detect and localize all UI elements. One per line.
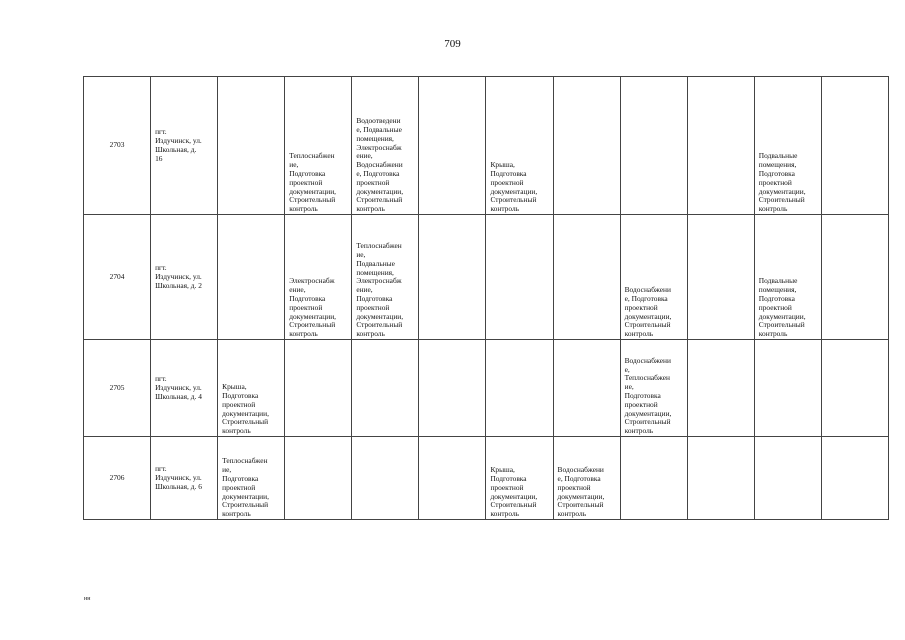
- address-cell: пгт. Издучинск, ул. Школьная, д. 2: [151, 215, 218, 340]
- footer-mark: нн: [84, 596, 91, 602]
- work-cell: [754, 437, 821, 520]
- work-cell: [620, 77, 687, 215]
- work-cell: [821, 437, 888, 520]
- record-number: 2703: [84, 77, 151, 215]
- work-cell: [419, 215, 486, 340]
- works-table: [83, 76, 889, 520]
- work-cell: [620, 437, 687, 520]
- work-cell: Теплоснабжен ие, Подготовка проектной документации, Строительный контроль: [218, 437, 285, 520]
- table-row: [84, 340, 889, 437]
- work-cell: [285, 340, 352, 437]
- work-cell: [553, 340, 620, 437]
- work-cell: [687, 77, 754, 215]
- work-cell: [218, 77, 285, 215]
- work-cell: Теплоснабжен ие, Подвальные помещения, Электроснабж ение, Подготовка проектной документации, Строительный контроль: [352, 215, 419, 340]
- work-cell: Водоснабжени е, Подготовка проектной документации, Строительный контроль: [620, 215, 687, 340]
- work-cell: [553, 215, 620, 340]
- work-cell: Теплоснабжен ие, Подготовка проектной документации, Строительный контроль: [285, 77, 352, 215]
- work-cell: [486, 340, 553, 437]
- work-cell: [419, 77, 486, 215]
- work-cell: [553, 77, 620, 215]
- work-cell: [486, 215, 553, 340]
- work-cell: [687, 437, 754, 520]
- work-cell: Крыша, Подготовка проектной документации, Строительный контроль: [486, 437, 553, 520]
- work-cell: Водоснабжени е, Подготовка проектной документации, Строительный контроль: [553, 437, 620, 520]
- work-cell: [285, 437, 352, 520]
- work-cell: Подвальные помещения, Подготовка проектной документации, Строительный контроль: [754, 77, 821, 215]
- record-number: 2705: [84, 340, 151, 437]
- work-cell: Крыша, Подготовка проектной документации, Строительный контроль: [486, 77, 553, 215]
- work-cell: Подвальные помещения, Подготовка проектной документации, Строительный контроль: [754, 215, 821, 340]
- table-row: [84, 77, 889, 215]
- work-cell: Электроснабж ение, Подготовка проектной документации, Строительный контроль: [285, 215, 352, 340]
- work-cell: [419, 437, 486, 520]
- work-cell: [821, 340, 888, 437]
- work-cell: Водоснабжени е, Теплоснабжен ие, Подготовка проектной документации, Строительный контроль: [620, 340, 687, 437]
- record-number: 2706: [84, 437, 151, 520]
- work-cell: Крыша, Подготовка проектной документации, Строительный контроль: [218, 340, 285, 437]
- work-cell: [687, 215, 754, 340]
- work-cell: [821, 77, 888, 215]
- table-row: [84, 437, 889, 520]
- work-cell: [754, 340, 821, 437]
- page-number: 709: [444, 38, 461, 50]
- work-cell: [687, 340, 754, 437]
- address-cell: пгт. Издучинск, ул. Школьная, д. 6: [151, 437, 218, 520]
- table-row: [84, 215, 889, 340]
- address-cell: пгт. Издучинск, ул. Школьная, д. 16: [151, 77, 218, 215]
- work-cell: Водоотведени е, Подвальные помещения, Электроснабж ение, Водоснабжени е, Подготовка проектной документации, Строительный контроль: [352, 77, 419, 215]
- work-cell: [352, 340, 419, 437]
- address-cell: пгт. Издучинск, ул. Школьная, д. 4: [151, 340, 218, 437]
- work-cell: [821, 215, 888, 340]
- work-cell: [218, 215, 285, 340]
- work-cell: [419, 340, 486, 437]
- record-number: 2704: [84, 215, 151, 340]
- work-cell: [352, 437, 419, 520]
